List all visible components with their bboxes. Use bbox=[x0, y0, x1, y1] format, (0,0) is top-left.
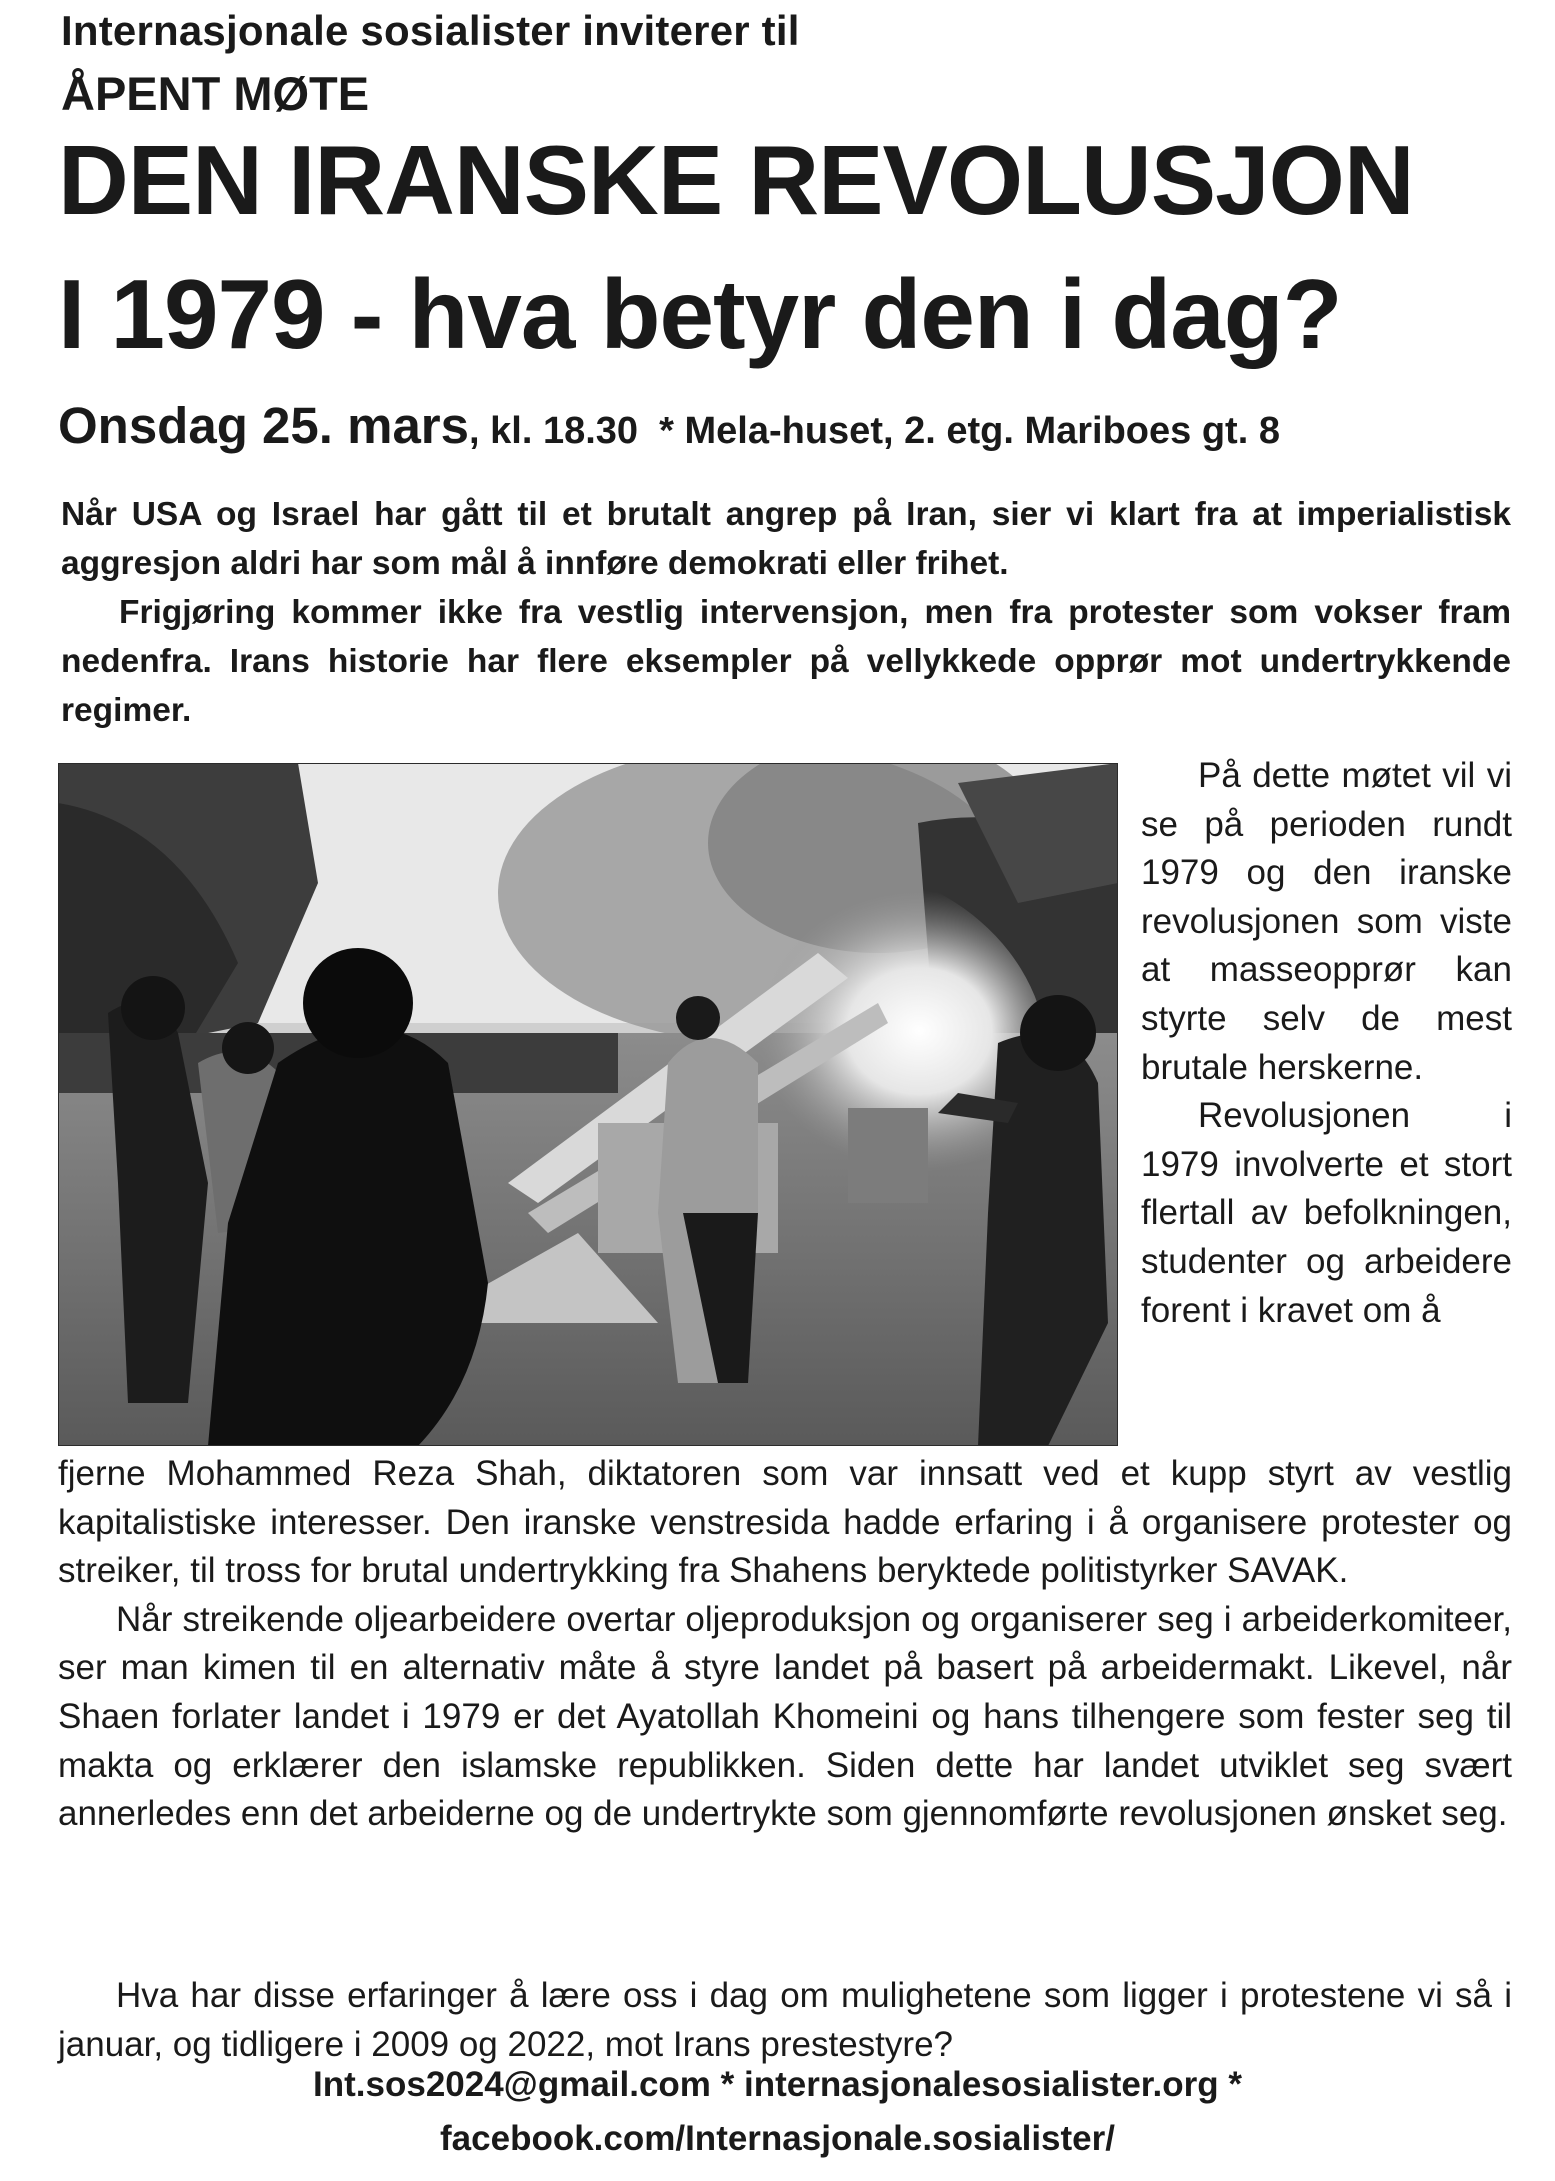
contact-line-2: facebook.com/Internasjonale.sosialister/ bbox=[440, 2119, 1115, 2158]
body-text bbox=[58, 1450, 1512, 1839]
body-paragraph-4: Hva har disse erfaringer å lære oss i dag om mulighetene som ligger i protestene vi så i januar, og tidligere i 2009 og 2022, mot Irans prestestyre? bbox=[58, 1976, 1512, 2064]
meeting-type: ÅPENT MØTE bbox=[61, 67, 370, 120]
protest-photo-image bbox=[58, 763, 1118, 1446]
intro-paragraph-1: Når USA og Israel har gått til et brutalt angrep på Iran, sier vi klart fra at imperialistisk aggresjon aldri har som mål å innføre demokrati eller frihet. bbox=[61, 496, 1511, 582]
protest-photo bbox=[58, 763, 1118, 1446]
closing-question bbox=[58, 1972, 1512, 2069]
side-paragraph-2-start: Revolusjonen i 1979 involverte et stort flertall av befolkningen, studenter og arbeidere forent i kravet om å bbox=[1141, 1096, 1512, 1330]
event-venue: * Mela-huset, 2. etg. Mariboes gt. 8 bbox=[638, 410, 1280, 452]
organizer-line: Internasjonale sosialister inviterer til bbox=[61, 7, 800, 54]
event-date: Onsdag 25. mars bbox=[58, 397, 470, 454]
headline-line-1: DEN IRANSKE REVOLUSJON bbox=[58, 125, 1414, 235]
body-paragraph-2-continued: fjerne Mohammed Reza Shah, diktatoren som var innsatt ved et kupp styrt av vestlig kapitalistiske interesser. Den iranske venstresida hadde erfaring i å organisere protester og streiker, til tross for brutal undertrykking fra Shahens beryktede politistyrker SAVAK. bbox=[58, 1454, 1512, 1591]
contact-line-1: Int.sos2024@gmail.com * internasjonalesosialister.org * bbox=[313, 2065, 1242, 2104]
intro-text bbox=[61, 490, 1511, 735]
side-column-text bbox=[1141, 752, 1512, 1335]
body-paragraph-3: Når streikende oljearbeidere overtar oljeproduksjon og organiserer seg i arbeiderkomiteer, ser man kimen til en alternativ måte å styre landet på basert på arbeidermakt. Likevel, når Shaen forlater landet i 1979 er det Ayatollah Khomeini og hans tilhengere som fester seg til makta og erklærer den islamske republikken. Siden dette har landet utviklet seg svært annerledes enn det arbeiderne og de undertrykte som gjennomførte revolusjonen ønsket seg. bbox=[58, 1599, 1512, 1834]
event-time: , kl. 18.30 bbox=[469, 410, 639, 452]
intro-paragraph-2: Frigjøring kommer ikke fra vestlig intervensjon, men fra protester som vokser fram nedenfra. Irans historie har flere eksempler på vellykkede opprør mot undertrykkende regimer. bbox=[61, 594, 1511, 729]
headline-line-2: I 1979 - hva betyr den i dag? bbox=[58, 259, 1342, 369]
event-details bbox=[58, 395, 1508, 456]
side-paragraph-1: På dette møtet vil vi se på perioden rundt 1979 og den iranske revolusjonen som viste at masseopprør kan styrte selv de mest brutale herskerne. bbox=[1141, 756, 1512, 1087]
